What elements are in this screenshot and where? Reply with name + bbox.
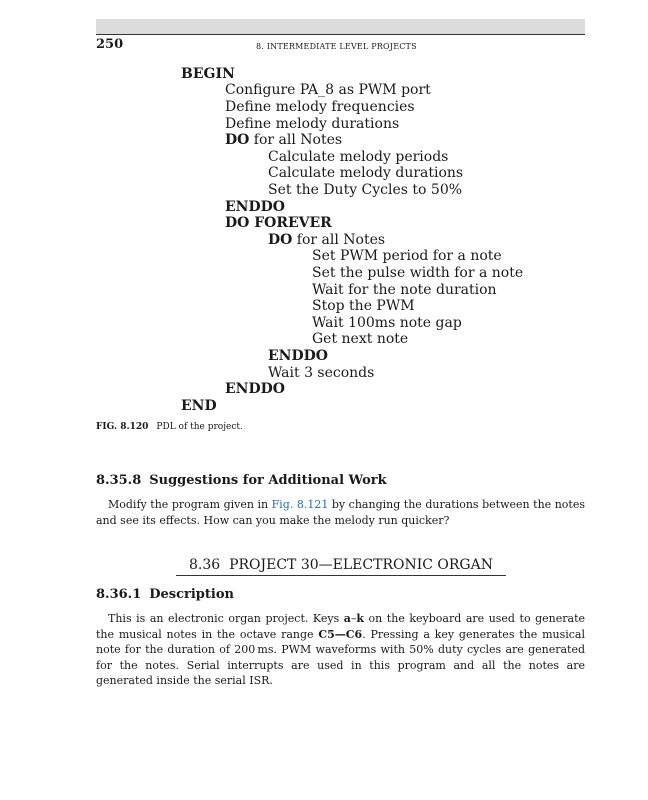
pdl-line: Define melody frequencies bbox=[225, 99, 415, 115]
section-heading-8-36: 8.36 PROJECT 30—ELECTRONIC ORGAN bbox=[189, 557, 493, 573]
section-rule bbox=[176, 575, 506, 576]
pdl-line: DO for all Notes bbox=[225, 132, 343, 148]
pdl-line: BEGIN bbox=[181, 66, 235, 82]
pdl-line: Wait 3 seconds bbox=[268, 365, 375, 381]
pdl-line: Calculate melody periods bbox=[268, 149, 449, 165]
pdl-line: DO for all Notes bbox=[268, 232, 386, 248]
section-heading-8-35-8: 8.35.8 Suggestions for Additional Work bbox=[96, 473, 387, 488]
figure-label: FIG. 8.120 bbox=[96, 422, 149, 432]
pdl-line: ENDDO bbox=[268, 348, 328, 364]
pdl-line: DO FOREVER bbox=[225, 215, 332, 231]
figure-link[interactable]: Fig. 8.121 bbox=[271, 498, 329, 511]
pdl-line: Calculate melody durations bbox=[268, 165, 464, 181]
pdl-line: Define melody durations bbox=[225, 116, 400, 132]
pdl-line: Wait for the note duration bbox=[312, 282, 497, 298]
running-head: 8. INTERMEDIATE LEVEL PROJECTS bbox=[256, 42, 417, 51]
header-band bbox=[96, 19, 585, 34]
pdl-line: ENDDO bbox=[225, 199, 285, 215]
figure-caption bbox=[96, 422, 243, 432]
pdl-line: Get next note bbox=[312, 331, 409, 347]
pdl-line: Set the pulse width for a note bbox=[312, 265, 524, 281]
section-heading-8-36-1: 8.36.1 Description bbox=[96, 587, 234, 602]
pdl-line: Set the Duty Cycles to 50% bbox=[268, 182, 463, 198]
pdl-line: END bbox=[181, 398, 217, 414]
header-rule bbox=[96, 34, 585, 35]
figure-caption-text: PDL of the project. bbox=[156, 422, 243, 432]
pdl-line: Configure PA_8 as PWM port bbox=[225, 82, 431, 98]
paragraph-description: This is an electronic organ project. Keys a–k on the keyboard are used to generate the musical notes in the octave range C5—C6. Pressing a key generates the musical note for the duration of 200 ms. PWM waveforms with 50% duty cycles are generated for the notes. Serial interrupts are used in this program and all the notes are generated inside the serial ISR. bbox=[96, 612, 586, 687]
pdl-line: ENDDO bbox=[225, 381, 285, 397]
paragraph-suggestions: Modify the program given in Fig. 8.121 by changing the durations between the notes and see its effects. How can you make the melody run quicker? bbox=[96, 498, 585, 527]
pdl-line: Stop the PWM bbox=[312, 298, 415, 314]
pdl-line: Wait 100ms note gap bbox=[312, 315, 462, 331]
page-number: 250 bbox=[96, 37, 124, 52]
pdl-line: Set PWM period for a note bbox=[312, 248, 502, 264]
